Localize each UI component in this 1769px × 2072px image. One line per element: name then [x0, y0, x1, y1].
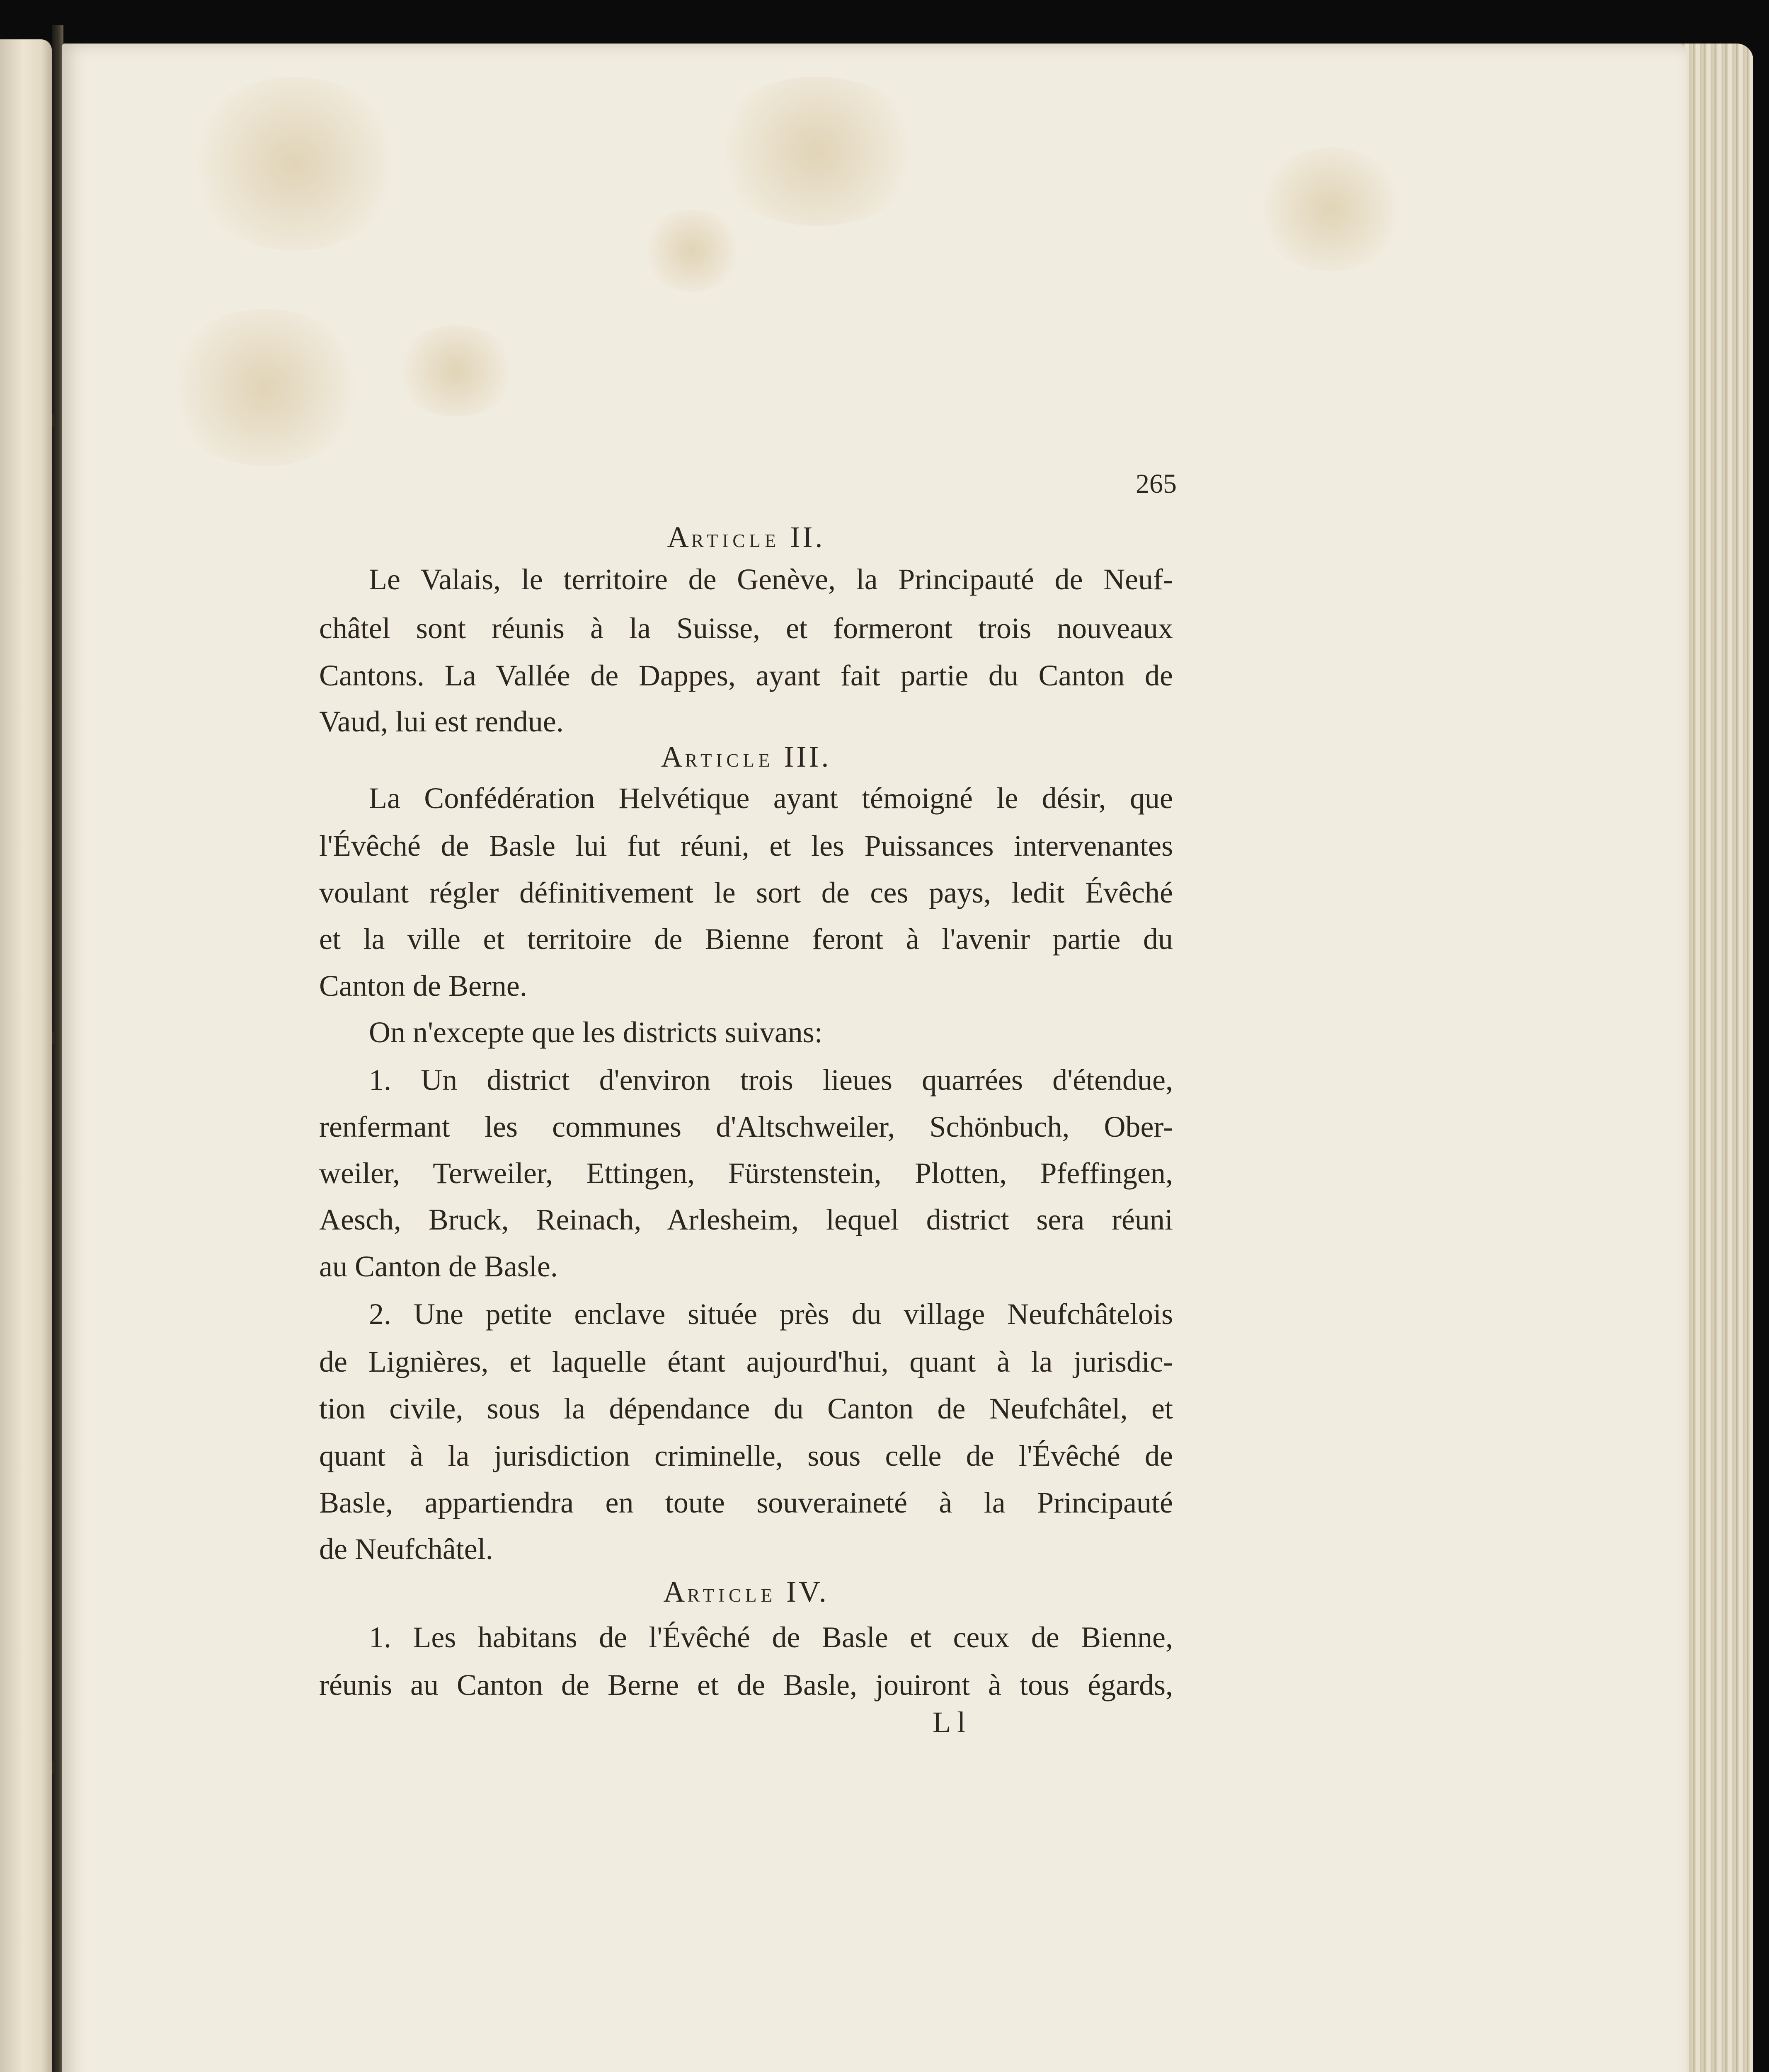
article-3-item-1-line: au Canton de Basle. — [319, 1250, 558, 1283]
article-4-heading: Article IV. — [663, 1575, 829, 1608]
page-number: 265 — [1136, 469, 1177, 499]
foxing-stain — [642, 209, 742, 292]
article-3-line: l'Évêché de Basle lui fut réuni, et les Puissances intervenantes — [319, 829, 1173, 862]
foxing-stain — [1256, 147, 1405, 271]
foxing-stain — [187, 77, 402, 251]
binding-mark — [52, 1761, 55, 1774]
article-3-item-2-line: 2. Une petite enclave située près du village Neufchâtelois — [369, 1297, 1173, 1331]
article-3-item-2-line: quant à la jurisdiction criminelle, sous celle de l'Évêché de — [319, 1439, 1173, 1472]
article-3-item-1-line: renfermant les communes d'Altschweiler, Schönbuch, Ober- — [319, 1110, 1173, 1143]
article-3-heading: Article III. — [661, 740, 831, 773]
article-3-line: voulant régler définitivement le sort de ces pays, ledit Évêché — [319, 876, 1173, 909]
binding-mark — [52, 1032, 55, 1044]
left-page-edge — [0, 39, 52, 2072]
article-4-line: réunis au Canton de Berne et de Basle, jouiront à tous égards, — [319, 1668, 1173, 1702]
article-3-item-1-line: Aesch, Bruck, Reinach, Arlesheim, lequel district sera réuni — [319, 1203, 1173, 1236]
article-2-heading: Article II. — [667, 520, 825, 554]
article-2-line: châtel sont réunis à la Suisse, et formeront trois nouveaux — [319, 612, 1173, 645]
article-3-item-1-line: weiler, Terweiler, Ettingen, Fürstenstein, Plotten, Pfeffingen, — [319, 1157, 1173, 1190]
book-page — [62, 44, 1687, 2072]
article-3-item-2-line: tion civile, sous la dépendance du Canton de Neufchâtel, et — [319, 1392, 1173, 1425]
foxing-stain — [709, 77, 924, 226]
article-3-line: Canton de Berne. — [319, 969, 527, 1002]
foxing-stain — [166, 309, 365, 466]
foxing-stain — [394, 325, 518, 416]
article-3-item-1-line: 1. Un district d'environ trois lieues quarrées d'étendue, — [369, 1063, 1173, 1097]
article-3-line: et la ville et territoire de Bienne feront à l'avenir partie du — [319, 922, 1173, 956]
article-3-exception: On n'excepte que les districts suivans: — [369, 1016, 823, 1049]
article-2-line: Vaud, lui est rendue. — [319, 705, 564, 738]
article-3-item-2-line: Basle, appartiendra en toute souveraineté à la Principauté — [319, 1486, 1173, 1519]
article-2-line: Le Valais, le territoire de Genève, la Principauté de Neuf- — [369, 563, 1173, 596]
article-3-item-2-line: de Lignières, et laquelle étant aujourd'hui, quant à la jurisdic- — [319, 1345, 1173, 1378]
article-3-item-2-line: de Neufchâtel. — [319, 1532, 493, 1566]
binding-mark — [52, 414, 55, 427]
article-4-line: 1. Les habitans de l'Évêché de Basle et ceux de Bienne, — [369, 1621, 1173, 1654]
signature-mark: L l — [933, 1706, 966, 1739]
article-3-line: La Confédération Helvétique ayant témoigné le désir, que — [369, 782, 1173, 815]
article-2-line: Cantons. La Vallée de Dappes, ayant fait partie du Canton de — [319, 659, 1173, 692]
